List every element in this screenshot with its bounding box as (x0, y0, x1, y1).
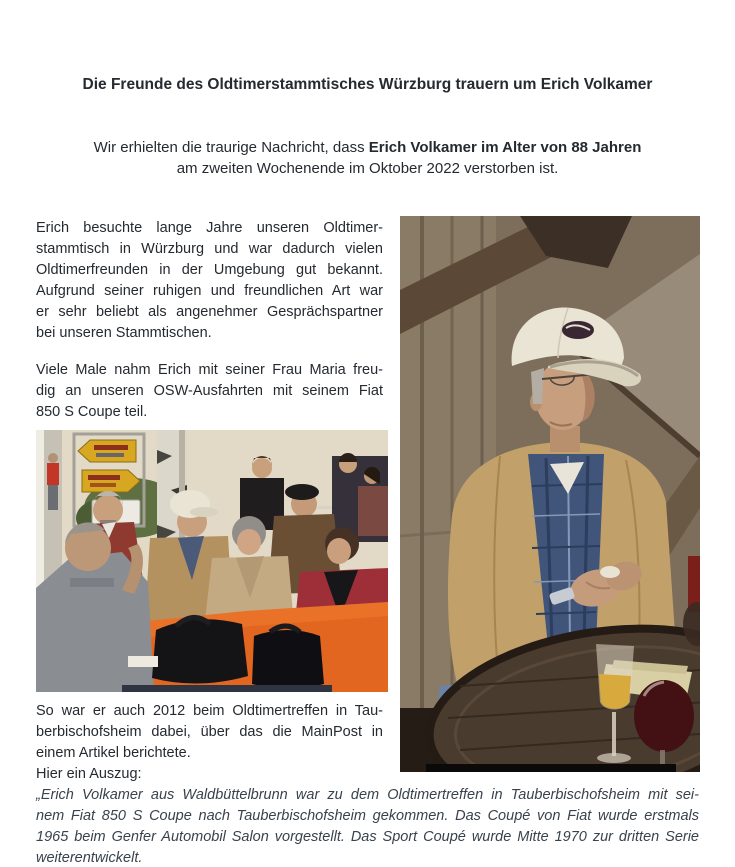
text-line: Viele Male nahm Erich mit seiner Frau Maria freu- (36, 362, 383, 378)
photo-oldtimertreffen-group (36, 430, 388, 692)
quote-line: „Erich Volkamer aus Waldbüttelbrunn war zu dem Oldtimertreffen in Tauberbischofsheim mit sei- (36, 787, 699, 803)
text-line: 850 S Coupe teil. (36, 404, 148, 420)
handbag (152, 619, 248, 683)
photo-erich-volkamer (400, 216, 700, 772)
page-title: Die Freunde des Oldtimerstammtisches Würzburg trauern um Erich Volkamer (82, 76, 653, 93)
text-line: einem Artikel berichtete. (36, 745, 191, 761)
text-line: dig an unseren OSW-Ausfahrten mit seinem Fiat (36, 383, 383, 399)
text-line: berbischofsheim dabei, über das die MainPost in (36, 724, 383, 740)
handbag (252, 630, 324, 689)
text-line: er sehr beliebt als angenehmer Gesprächspartner (36, 304, 383, 320)
arrow-sign-left (78, 440, 136, 462)
text-line: Aufgrund seiner ruhigen und freundlichen Art war (36, 283, 383, 299)
intro-line-1 (36, 137, 699, 158)
excerpt-lead: Hier ein Auszug: (36, 766, 142, 782)
text-line: stammtisch in Würzburg und war dadurch vielen (36, 241, 383, 257)
text-line: So war er auch 2012 beim Oldtimertreffen in Tau- (36, 703, 383, 719)
intro-line-2: am zweiten Wochenende im Oktober 2022 verstorben ist. (176, 160, 559, 177)
newspaper-quote (36, 785, 699, 867)
intro-text: Wir erhielten die traurige Nachricht, dass (93, 139, 369, 156)
arrow-sign-right (82, 470, 140, 492)
paper-on-table (128, 656, 158, 667)
photo-bottom-edge (426, 764, 676, 772)
intro-text-bold: Erich Volkamer im Alter von 88 Jahren (368, 139, 642, 156)
quote-line: nem Fiat 850 S Coupe nach Tauberbischofsheim gekommen. Das Coupé von Fiat wurde erstmals (36, 808, 699, 824)
small-white-object (600, 566, 620, 578)
black-beret (285, 484, 319, 500)
quote-line: weiterentwickelt. (36, 850, 143, 866)
text-line: bei unseren Stammtischen. (36, 325, 212, 341)
text-line: Erich besuchte lange Jahre unseren Oldtimer- (36, 220, 383, 236)
paragraph-1 (36, 218, 383, 344)
text-line: Oldtimerfreunden in der Umgebung gut bekannt. (36, 262, 383, 278)
intro-paragraph (36, 137, 699, 179)
quote-line: 1965 beim Genfer Automobil Salon vorgestellt. Das Sport Coupé wurde Mitte 1970 zur dritten Serie (36, 829, 699, 845)
photo-left-graphic (36, 430, 388, 692)
photo-right-graphic (400, 216, 700, 772)
paragraph-2 (36, 360, 383, 423)
photo-bottom-shadow (122, 685, 332, 692)
gray-hair (531, 368, 544, 404)
paragraph-3 (36, 701, 383, 764)
